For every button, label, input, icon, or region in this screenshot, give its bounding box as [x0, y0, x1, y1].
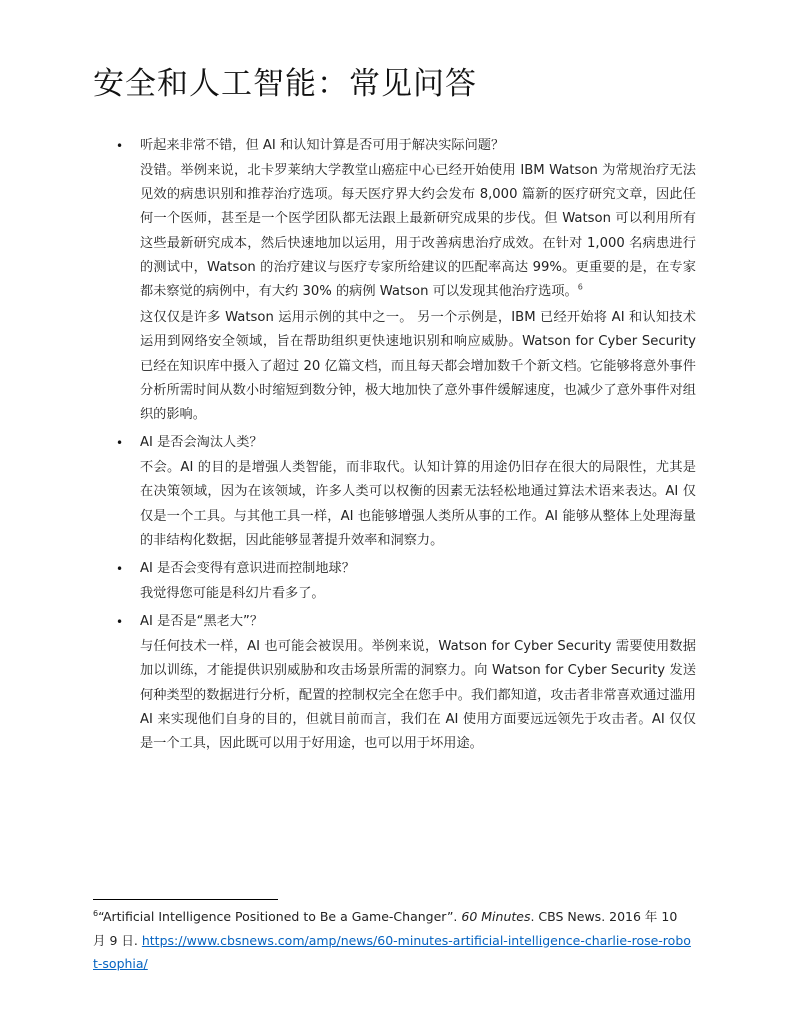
- bullet-icon: •: [116, 139, 124, 153]
- footnote-show-title: 60 Minutes: [461, 909, 531, 924]
- faq-question: [0, 558, 791, 582]
- footnote-text: “Artificial Intelligence Positioned to Be a Game-Changer”.: [98, 909, 462, 924]
- footnote: [93, 905, 693, 976]
- question-text: AI 是否会淘汰人类？: [140, 435, 263, 451]
- faq-list: [0, 135, 791, 756]
- answer-paragraph: 没错。举例来说，北卡罗莱纳大学教堂山癌症中心已经开始使用 IBM Watson 为常规治疗无法见效的病患识别和推荐治疗选项。每天医疗界大约会发布 8,000 篇新的医疗研究文章，因此任何一个医师，甚至是一个医学团队都无法跟上最新研究成果的步伐。但 Watson 可以利用所有这些最新研究成本，然后快速地加以运用，用于改善病患治疗成效。在针对 1,000 名病患进行的测试中，Watson 的治疗建议与医疗专家所给建议的匹配率高达 99%。更重要的是，在专家都未察觉的病例中，有大约 30% 的病例 Watson 可以发现其他治疗选项。$^6$: [140, 163, 696, 300]
- faq-question: [0, 135, 791, 159]
- page-title: 安全和人工智能：常见问答: [93, 66, 477, 102]
- bullet-icon: •: [116, 562, 124, 577]
- answer-paragraph: 这仅仅是许多 Watson 运用示例的其中之一。 另一个示例是，IBM 已经开始将 AI 和认知技术运用到网络安全领域，旨在帮助组织更快速地识别和响应威胁。Watson for Cyber Security 已经在知识库中摄入了超过 20 亿篇文档，而且每天都会增加数千个新文档。它能够将意外事件分析所需时间从数小时缩短到数分钟，极大地加快了意外事件缓解速度，也减少了意外事件对组织的影响。: [140, 310, 696, 423]
- answer-paragraph: 与任何技术一样，AI 也可能会被误用。举例来说，Watson for Cyber Security 需要使用数据加以训练，才能提供识别威胁和攻击场景所需的洞察力。向 Watson for Cyber Security 发送何种类型的数据进行分析，配置的控制权完全在您手中。我们都知道，攻击者非常喜欢通过滥用 AI 来实现他们自身的目的，但就目前而言，我们在 AI 使用方面要远远领先于攻击者。AI 仅仅是一个工具，因此既可以用于好用途，也可以用于坏用途。: [140, 639, 696, 752]
- question-text: 听起来非常不错，但 AI 和认知计算是否可用于解决实际问题？: [140, 138, 505, 153]
- footnote-mark: 6: [93, 908, 99, 918]
- faq-question: [0, 432, 791, 456]
- footnote-source: . CBS News. 2016 年 10 月 9 日.: [93, 909, 678, 948]
- question-text: AI 是否是“黑老大”？: [140, 614, 264, 630]
- faq-question: [0, 611, 791, 635]
- footnote-link[interactable]: https://www.cbsnews.com/amp/news/60-minutes-artificial-intelligence-charlie-rose-robot-sophia/: [93, 932, 691, 971]
- answer-paragraph: 不会。AI 的目的是增强人类智能，而非取代。认知计算的用途仍旧存在很大的局限性，尤其是在决策领域，因为在该领域，许多人类可以权衡的因素无法轻松地通过算法术语来表达。AI 仅仅是一个工具。与其他工具一样，AI 也能够增强人类所从事的工作。AI 能够从整体上处理海量的非结构化数据，因此能够显著提升效率和洞察力。: [140, 460, 696, 548]
- question-text: AI 是否会变得有意识进而控制地球？: [140, 561, 355, 577]
- bullet-icon: •: [116, 615, 124, 630]
- bullet-icon: •: [116, 436, 124, 451]
- answer-paragraph: 我觉得您可能是科幻片看多了。: [140, 586, 325, 602]
- footnote-divider: [93, 899, 278, 900]
- footnote-ref[interactable]: 6: [577, 282, 583, 292]
